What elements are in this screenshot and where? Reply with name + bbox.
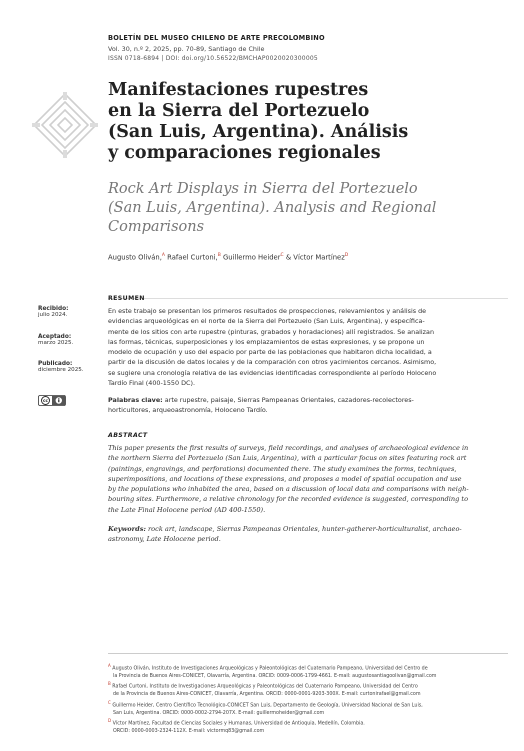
keywords <box>108 524 508 545</box>
footnote-line: ORCID: 0000-0003-2324-112X. E-mail: victormq83@gmail.com <box>113 729 265 735</box>
resumen-heading: RESUMEN <box>108 295 145 302</box>
abstract-line: bouring sites. Furthermore, a relative chronology for the recorded evidence is suggested, corresponding to <box>108 495 469 504</box>
footnote-line: Rafael Curtoni, Instituto de Investigaciones Arqueológicas y Paleontológicas del Cuaternario Pampeano, Universidad del Centro <box>112 685 418 690</box>
footnote <box>108 699 508 717</box>
footnotes <box>108 662 508 736</box>
footnote-mark: A <box>108 663 111 668</box>
title-line: (San Luis, Argentina). Análisis <box>108 122 409 142</box>
received-date: julio 2024. <box>38 312 68 318</box>
footnote <box>108 662 508 680</box>
footnote-line: de la Provincia de Buenos Aires-CONICET, Olavarría, Argentina. ORCID: 0000-0001-9203-300X. E-mail: curtonirafael@gmail.com <box>113 692 421 698</box>
footnote-line: Guillermo Heider, Centro Científico Tecnológico-CONICET San Luis, Departamento de Geología, Universidad Nacional de San Luis, <box>112 703 423 709</box>
section-divider <box>108 298 508 299</box>
palabras-clave-line: arte rupestre, paisaje, Sierras Pampeanas Orientales, cazadores-recolectores- <box>164 396 414 404</box>
footnote <box>108 680 508 698</box>
abstract-line: by the populations who inhabited the area, based on a discussion of local data and comparisons with neigh- <box>108 485 469 494</box>
author-name: & Víctor Martínez <box>285 253 345 262</box>
title-line: y comparaciones regionales <box>108 143 381 163</box>
author-mark[interactable]: C <box>280 253 284 258</box>
cc-by-icon <box>38 395 66 406</box>
author-list <box>108 253 508 261</box>
author-name: Augusto Oliván, <box>108 253 162 262</box>
abstract-line: superimpositions, and locations of these expressions, and proposes a model of spatial occupation and use <box>108 474 462 483</box>
abstract-line: the northern Sierra del Portezuelo (San Luis, Argentina), with a particular focus on sites featuring rock art <box>108 454 467 463</box>
resumen-line: partir de la discusión de datos locales y de la comparación con otros yacimientos cercanos. Asimismo, <box>108 358 437 367</box>
resumen-line: En este trabajo se presentan los primeros resultados de prospecciones, relevamientos y análisis de <box>108 307 427 315</box>
abstract-line: This paper presents the first results of surveys, field recordings, and analyses of archaeological evidence in <box>108 444 469 452</box>
published-label: Publicado: <box>38 361 73 367</box>
footnote-line: Víctor Martínez, Facultad de Ciencias Sociales y Humanas, Universidad de Antioquia, Medellín, Colombia. <box>112 721 365 727</box>
subtitle-line: (San Luis, Argentina). Analysis and Regional <box>108 200 437 216</box>
abstract-text <box>108 443 508 515</box>
issn-doi-line: ISSN 0718-6894 | DOI: doi.org/10.56522/BMCHAP0020020300005 <box>108 55 318 62</box>
abstract-line: the Late Final Holocene period (AD 400-1550). <box>108 505 266 514</box>
author-name: Guillermo Heider <box>222 253 281 262</box>
received-block <box>38 306 68 318</box>
published-date: diciembre 2025. <box>38 367 84 373</box>
svg-text:cc: cc <box>43 398 48 404</box>
received-label: Recibido: <box>38 306 69 312</box>
accepted-date: marzo 2025. <box>38 340 74 346</box>
journal-name: BOLETÍN DEL MUSEO CHILENO DE ARTE PRECOLOMBINO <box>108 34 325 42</box>
published-block <box>38 361 84 373</box>
footnote-mark: D <box>108 718 112 724</box>
subtitle-line: Rock Art Displays in Sierra del Portezuelo <box>108 181 418 197</box>
accepted-label: Aceptado: <box>38 334 72 340</box>
resumen-line: mente de los sitios con arte rupestre (pinturas, grabados y horadaciones) allí registrados. Se analizan <box>108 327 434 336</box>
resumen-line: modelo de ocupación y uso del espacio por parte de las poblaciones que habitaron dicha localidad, a <box>108 348 432 357</box>
keywords-line: astronomy, Late Holocene period. <box>108 535 221 544</box>
palabras-clave <box>108 395 508 416</box>
footnote-mark: B <box>108 681 111 687</box>
author-mark[interactable]: B <box>217 253 221 258</box>
subtitle-line: Comparisons <box>108 219 205 235</box>
volume-line: Vol. 30, n.º 2, 2025, pp. 70-89, Santiago de Chile <box>108 45 265 53</box>
keywords-line: rock art, landscape, Sierras Pampeanas Orientales, hunter-gatherer-horticulturalist, archaeo- <box>148 525 462 533</box>
footnote <box>108 717 508 735</box>
footnote-line: la Provincia de Buenos Aires-CONICET, Olavarría, Argentina. ORCID: 0009-0006-1799-4661. E-mail: augustosantiagoolivan@gmail.com <box>113 674 437 679</box>
footnote-mark: C <box>108 699 111 705</box>
keywords-label: Keywords: <box>108 525 146 533</box>
cc-license-badge[interactable] <box>38 391 66 402</box>
accepted-block <box>38 334 73 346</box>
abstract-line: (paintings, engravings, and perforations) documented there. The study examines the forms, techniques, <box>108 464 457 473</box>
article-title <box>108 80 508 164</box>
museum-logo <box>30 90 100 160</box>
resumen-line: las formas, técnicas, superposiciones y los emplazamientos de estas expresiones, y se propone un <box>108 337 425 346</box>
resumen-line: se sugiere una cronología relativa de las evidencias identificadas correspondiente al período Holoceno <box>108 368 437 377</box>
author-mark[interactable]: A <box>161 253 165 258</box>
journal-header <box>108 34 508 62</box>
article-subtitle-english <box>108 180 508 237</box>
author-name: Rafael Curtoni, <box>167 253 218 262</box>
resumen-line: Tardío Final (400-1550 DC). <box>108 379 196 388</box>
title-line: Manifestaciones rupestres <box>108 80 369 100</box>
palabras-clave-label: Palabras clave: <box>108 396 163 404</box>
footnote-line: San Luis, Argentina. ORCID: 0000-0002-2794-207X. E-mail: guillermoheider@gmail.com <box>113 710 325 716</box>
author-mark[interactable]: D <box>344 253 349 258</box>
abstract-heading: ABSTRACT <box>108 432 148 439</box>
footnote-divider <box>108 653 508 654</box>
footnote-line: Augusto Oliván, Instituto de Investigaciones Arqueológicas y Paleontológicas del Cuaternario Pampeano, Universidad del Centro de <box>112 666 428 672</box>
resumen-line: evidencias arqueológicas en el norte de la Sierra del Portezuelo (San Luis, Argentina), y específica- <box>108 317 425 326</box>
palabras-clave-line: horticultores, arqueoastronomía, Holoceno Tardío. <box>108 406 268 415</box>
resumen-text <box>108 306 508 388</box>
title-line: en la Sierra del Portezuelo <box>108 101 370 121</box>
